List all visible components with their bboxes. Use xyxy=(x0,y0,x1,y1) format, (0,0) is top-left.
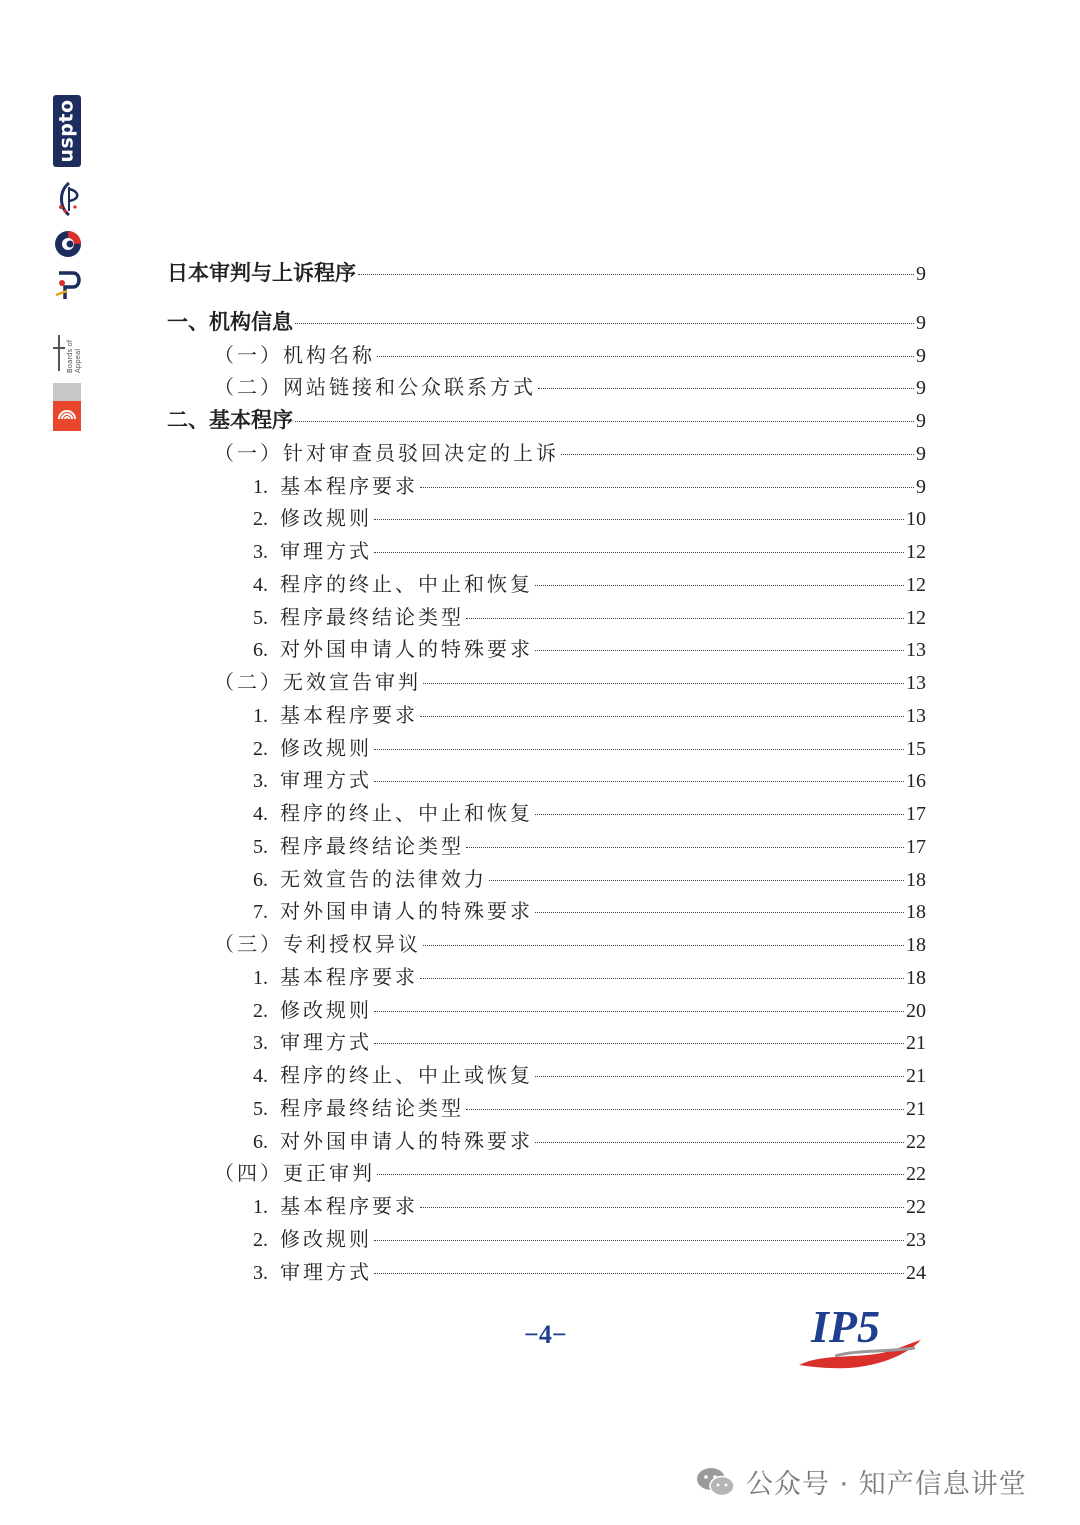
toc-leader-dots xyxy=(489,880,904,881)
toc-entry-number: 4. xyxy=(253,1065,268,1087)
toc-page-number: 17 xyxy=(906,835,926,858)
toc-entry[interactable] xyxy=(253,470,926,499)
toc-entry-title xyxy=(253,1190,418,1219)
toc-entry[interactable] xyxy=(253,895,926,924)
toc-entry-label: （一）针对审查员驳回决定的上诉 xyxy=(214,440,559,465)
toc-entry-label: 程序最终结论类型 xyxy=(280,833,464,858)
toc-leader-dots xyxy=(535,1142,904,1143)
toc-page-number: 18 xyxy=(906,868,926,891)
toc-entry-number: 6. xyxy=(253,868,268,891)
toc-entry-title xyxy=(167,404,293,434)
toc-entry[interactable] xyxy=(253,994,926,1023)
toc-entry-title xyxy=(253,1125,533,1154)
toc-leader-dots xyxy=(535,650,904,651)
toc-page-number: 9 xyxy=(916,410,926,432)
toc-entry-label: 审理方式 xyxy=(280,1259,372,1284)
toc-entry-number: 6. xyxy=(253,639,268,662)
toc-entry-title xyxy=(253,1223,372,1252)
toc-leader-dots xyxy=(374,552,904,553)
toc-page-number: 13 xyxy=(906,639,926,662)
toc-entry-title xyxy=(253,732,372,761)
toc-entry[interactable] xyxy=(167,306,926,336)
toc-entry-title xyxy=(253,601,464,630)
ip5-logo xyxy=(795,1290,925,1375)
toc-leader-dots xyxy=(535,585,904,586)
toc-entry[interactable] xyxy=(253,797,926,826)
toc-entry-title xyxy=(253,699,418,728)
toc-entry[interactable] xyxy=(253,601,926,630)
wechat-watermark xyxy=(696,1462,1027,1501)
toc-leader-dots xyxy=(423,683,904,684)
toc-entry-number: 2. xyxy=(253,737,268,760)
toc-entry-label: （三）专利授权异议 xyxy=(214,932,421,956)
toc-page-number: 18 xyxy=(906,934,926,956)
toc-leader-dots xyxy=(561,454,914,455)
toc-entry-label: 对外国申请人的特殊要求 xyxy=(280,1128,533,1153)
toc-entry-title xyxy=(167,257,356,287)
toc-page-number: 13 xyxy=(906,672,926,694)
toc-entry-title xyxy=(214,928,421,957)
toc-entry-title xyxy=(214,437,559,466)
toc-page-number: 15 xyxy=(906,737,926,760)
toc-page-number: 17 xyxy=(906,803,926,825)
toc-entry[interactable] xyxy=(253,1059,926,1088)
toc-entry[interactable] xyxy=(167,257,926,287)
toc-entry[interactable] xyxy=(253,1256,926,1285)
toc-entry-number: 5. xyxy=(253,1097,268,1120)
toc-entry-title xyxy=(253,1256,372,1285)
toc-leader-dots xyxy=(374,749,904,750)
toc-page-number: 22 xyxy=(906,1196,926,1218)
toc-entry-label: 基本程序要求 xyxy=(280,1194,418,1218)
toc-page-number: 21 xyxy=(906,1065,926,1087)
toc-leader-dots xyxy=(374,781,904,782)
jpo-logo xyxy=(53,269,83,303)
toc-entry-label: （四）更正审判 xyxy=(214,1161,375,1186)
toc-leader-dots xyxy=(295,323,914,324)
toc-entry[interactable] xyxy=(214,928,926,957)
toc-entry-title xyxy=(253,797,533,826)
toc-page-number: 22 xyxy=(906,1163,926,1186)
uspto-logo: uspto xyxy=(53,95,81,167)
toc-entry-label: （一）机构名称 xyxy=(214,342,375,367)
toc-entry-number: 6. xyxy=(253,1130,268,1153)
toc-leader-dots xyxy=(535,814,904,815)
toc-entry-title xyxy=(253,863,487,892)
wechat-icon xyxy=(696,1466,736,1498)
toc-page-number: 21 xyxy=(906,1032,926,1055)
toc-entry-label: 程序的终止、中止和恢复 xyxy=(280,801,533,825)
epo-logo xyxy=(53,383,81,431)
toc-leader-dots xyxy=(535,912,904,913)
toc-entry-title xyxy=(214,371,536,400)
toc-entry[interactable] xyxy=(253,568,926,597)
toc-entry[interactable] xyxy=(253,1092,926,1121)
toc-leader-dots xyxy=(420,716,904,717)
toc-entry-number: 1. xyxy=(253,704,268,727)
toc-entry-label: 修改规则 xyxy=(280,997,372,1022)
toc-page-number: 16 xyxy=(906,770,926,793)
toc-entry-number: 1. xyxy=(253,1196,268,1218)
toc-leader-dots xyxy=(374,1043,904,1044)
toc-entry[interactable] xyxy=(253,764,926,793)
toc-leader-dots xyxy=(374,1240,904,1241)
toc-entry-title xyxy=(253,994,372,1023)
toc-page-number: 9 xyxy=(916,377,926,400)
toc-leader-dots xyxy=(466,1109,904,1110)
toc-page-number: 23 xyxy=(906,1228,926,1251)
toc-entry-label: 对外国申请人的特殊要求 xyxy=(280,637,533,662)
toc-entry[interactable] xyxy=(214,437,926,466)
toc-leader-dots xyxy=(374,1273,904,1274)
toc-entry[interactable] xyxy=(253,1223,926,1252)
toc-entry[interactable] xyxy=(253,502,926,531)
toc-entry-label: 程序的终止、中止和恢复 xyxy=(280,571,533,596)
toc-page-number: 9 xyxy=(916,442,926,465)
toc-leader-dots xyxy=(420,1207,904,1208)
toc-entry-title xyxy=(253,502,372,531)
toc-entry-number: 1. xyxy=(253,475,268,498)
toc-entry[interactable] xyxy=(253,535,926,564)
toc-entry-number: 7. xyxy=(253,901,268,924)
toc-entry-number: 1. xyxy=(253,966,268,989)
toc-entry[interactable] xyxy=(214,1157,926,1186)
toc-leader-dots xyxy=(295,421,914,422)
toc-entry-label: 无效宣告的法律效力 xyxy=(280,866,487,891)
toc-entry-label: 基本程序要求 xyxy=(280,702,418,727)
toc-leader-dots xyxy=(377,356,914,357)
toc-entry-label: 修改规则 xyxy=(280,1226,372,1251)
toc-entry[interactable] xyxy=(253,633,926,662)
toc-leader-dots xyxy=(374,1011,904,1012)
toc-entry-title xyxy=(214,666,421,695)
toc-page-number: 9 xyxy=(916,311,926,334)
toc-page-number: 9 xyxy=(916,344,926,367)
toc-entry[interactable] xyxy=(214,666,926,695)
toc-entry-number: 3. xyxy=(253,770,268,793)
toc-entry[interactable] xyxy=(253,732,926,761)
toc-entry-label: 审理方式 xyxy=(280,1030,372,1055)
toc-entry-title xyxy=(167,306,293,336)
boards-of-appeal-logo: Boards of Appeal xyxy=(52,315,84,377)
toc-entry-label: 二、基本程序 xyxy=(167,407,293,432)
wechat-account-name: 公众号 · 知产信息讲堂 xyxy=(746,1469,1027,1500)
toc-entry-title xyxy=(253,1059,533,1088)
toc-entry[interactable] xyxy=(167,404,926,434)
toc-leader-dots xyxy=(374,519,904,520)
toc-entry-title xyxy=(253,633,533,662)
toc-entry-title xyxy=(253,1092,464,1121)
svg-text:IP5: IP5 xyxy=(811,1301,880,1352)
toc-entry[interactable] xyxy=(253,961,926,990)
toc-entry-label: 审理方式 xyxy=(280,768,372,793)
toc-entry-number: 4. xyxy=(253,573,268,596)
cnipa-logo xyxy=(53,181,85,217)
toc-leader-dots xyxy=(420,978,904,979)
toc-entry[interactable] xyxy=(253,830,926,859)
toc-entry-title xyxy=(253,830,464,859)
toc-entry-title xyxy=(214,339,375,368)
toc-page-number: 21 xyxy=(906,1097,926,1120)
toc-page-number: 12 xyxy=(906,541,926,563)
toc-entry[interactable] xyxy=(253,1125,926,1154)
toc-page-number: 12 xyxy=(906,573,926,596)
toc-page-number: 10 xyxy=(906,508,926,531)
toc-entry-number: 2. xyxy=(253,999,268,1022)
toc-page-number: 20 xyxy=(906,999,926,1022)
toc-page-number: 13 xyxy=(906,704,926,727)
toc-entry-title xyxy=(253,535,372,564)
toc-entry[interactable] xyxy=(253,699,926,728)
page-number: −4− xyxy=(524,1320,567,1349)
toc-page-number: 9 xyxy=(916,263,926,285)
toc-entry-label: 程序最终结论类型 xyxy=(280,1095,464,1120)
toc-entry-title xyxy=(214,1157,375,1186)
toc-entry-title xyxy=(253,470,418,499)
toc-leader-dots xyxy=(358,274,914,275)
toc-entry-title xyxy=(253,764,372,793)
toc-entry[interactable] xyxy=(214,339,926,368)
toc-entry[interactable] xyxy=(253,1190,926,1219)
kipo-logo xyxy=(53,229,83,259)
toc-leader-dots xyxy=(535,1076,904,1077)
toc-entry-number: 5. xyxy=(253,606,268,629)
toc-entry-label: （二）网站链接和公众联系方式 xyxy=(214,375,536,400)
toc-entry-label: 基本程序要求 xyxy=(280,473,418,498)
toc-entry-title xyxy=(253,895,533,924)
toc-page-number: 12 xyxy=(906,606,926,629)
toc-entry-number: 3. xyxy=(253,541,268,563)
toc-entry-label: （二）无效宣告审判 xyxy=(214,670,421,694)
toc-page-number: 9 xyxy=(916,475,926,498)
toc-entry-label: 基本程序要求 xyxy=(280,964,418,989)
toc-leader-dots xyxy=(466,847,904,848)
toc-entry-number: 3. xyxy=(253,1261,268,1284)
toc-entry-title xyxy=(253,961,418,990)
toc-page-number: 22 xyxy=(906,1130,926,1153)
toc-leader-dots xyxy=(423,945,904,946)
toc-page-number: 24 xyxy=(906,1261,926,1284)
toc-entry-title xyxy=(253,568,533,597)
toc-leader-dots xyxy=(377,1174,904,1175)
toc-entry-number: 3. xyxy=(253,1032,268,1055)
toc-entry-label: 修改规则 xyxy=(280,506,372,531)
toc-leader-dots xyxy=(420,487,914,488)
toc-entry-number: 4. xyxy=(253,803,268,825)
toc-entry-label: 程序最终结论类型 xyxy=(280,604,464,629)
toc-entry-label: 一、机构信息 xyxy=(167,308,293,334)
toc-entry-label: 审理方式 xyxy=(280,539,372,563)
toc-leader-dots xyxy=(538,388,914,389)
toc-page-number: 18 xyxy=(906,966,926,989)
toc-entry-label: 日本审判与上诉程序 xyxy=(167,260,356,285)
toc-entry[interactable] xyxy=(253,1026,926,1055)
toc-entry[interactable] xyxy=(253,863,926,892)
toc-entry-label: 程序的终止、中止或恢复 xyxy=(280,1063,533,1087)
toc-entry-number: 5. xyxy=(253,835,268,858)
toc-entry-label: 对外国申请人的特殊要求 xyxy=(280,899,533,924)
toc-entry-label: 修改规则 xyxy=(280,735,372,760)
toc-entry-number: 2. xyxy=(253,508,268,531)
toc-entry-title xyxy=(253,1026,372,1055)
toc-page-number: 18 xyxy=(906,901,926,924)
toc-leader-dots xyxy=(466,618,904,619)
toc-entry[interactable] xyxy=(214,371,926,400)
toc-entry-number: 2. xyxy=(253,1228,268,1251)
